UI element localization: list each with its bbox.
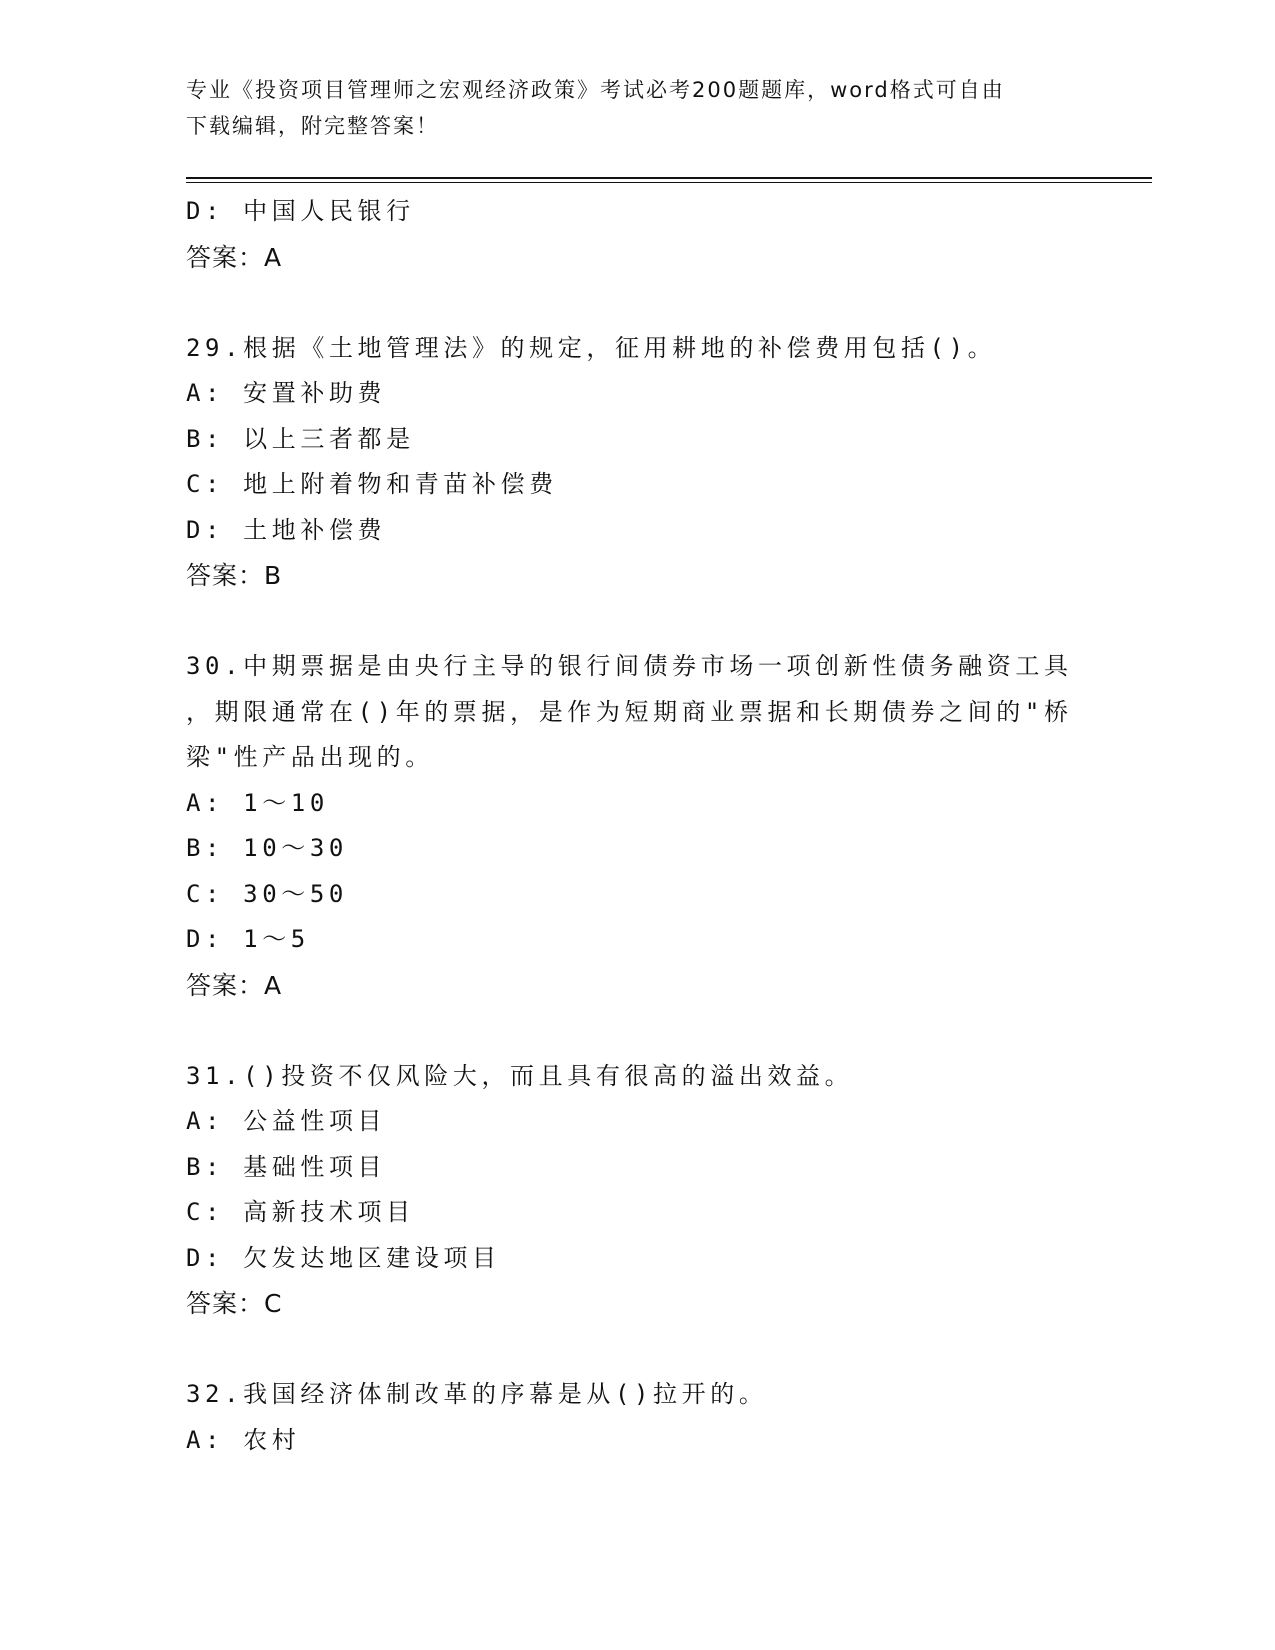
option-d: D: 欠发达地区建设项目 [186,1243,501,1272]
answer-line: 答案：B [186,561,283,590]
answer-line: 答案：A [186,970,283,1000]
option-c: C: 高新技术项目 [186,1198,415,1226]
spacer [186,599,1086,645]
question-stem: 32.我国经济体制改革的序幕是从()拉开的。 [186,1380,768,1408]
header-line-2: 下载编辑，附完整答案！ [186,114,439,138]
option-b: B: 基础性项目 [186,1152,387,1181]
option-b: B: 10～30 [186,834,348,862]
document-header [186,72,1086,144]
option-d: D: 土地补偿费 [186,515,387,544]
header-line-1: 专业《投资项目管理师之宏观经济政策》考试必考200题题库，word格式可自由 [186,78,1005,102]
option-d: D: 1～5 [186,925,310,953]
question-stem-line-1: 30.中期票据是由央行主导的银行间债券市场一项创新性债务融资工具 [186,652,1073,680]
question-32 [186,1372,1086,1463]
spacer [186,280,1086,326]
question-stem: 29.根据《土地管理法》的规定，征用耕地的补偿费用包括()。 [186,333,997,362]
answer-line: 答案：C [186,1289,283,1318]
spacer [186,1327,1086,1373]
option-d: D: 中国人民银行 [186,197,415,225]
option-a: A: 安置补助费 [186,379,387,407]
question-29 [186,326,1086,599]
question-31 [186,1054,1086,1327]
option-a: A: 农村 [186,1425,301,1454]
option-a: A: 公益性项目 [186,1107,387,1135]
question-28-tail [186,189,1086,280]
question-stem-line-2: ，期限通常在()年的票据，是作为短期商业票据和长期债券之间的"桥 [186,697,1073,726]
option-b: B: 以上三者都是 [186,424,415,453]
question-30 [186,644,1086,1008]
question-list [186,189,1086,1463]
spacer [186,1008,1086,1054]
question-stem-line-3: 梁"性产品出现的。 [186,743,434,771]
header-divider-thick [186,177,1152,179]
option-c: C: 地上附着物和青苗补偿费 [186,470,558,498]
question-stem: 31.()投资不仅风险大，而且具有很高的溢出效益。 [186,1061,854,1090]
header-divider-thin [186,182,1152,183]
option-c: C: 30～50 [186,879,348,908]
answer-line: 答案：A [186,242,283,272]
option-a: A: 1～10 [186,788,329,817]
